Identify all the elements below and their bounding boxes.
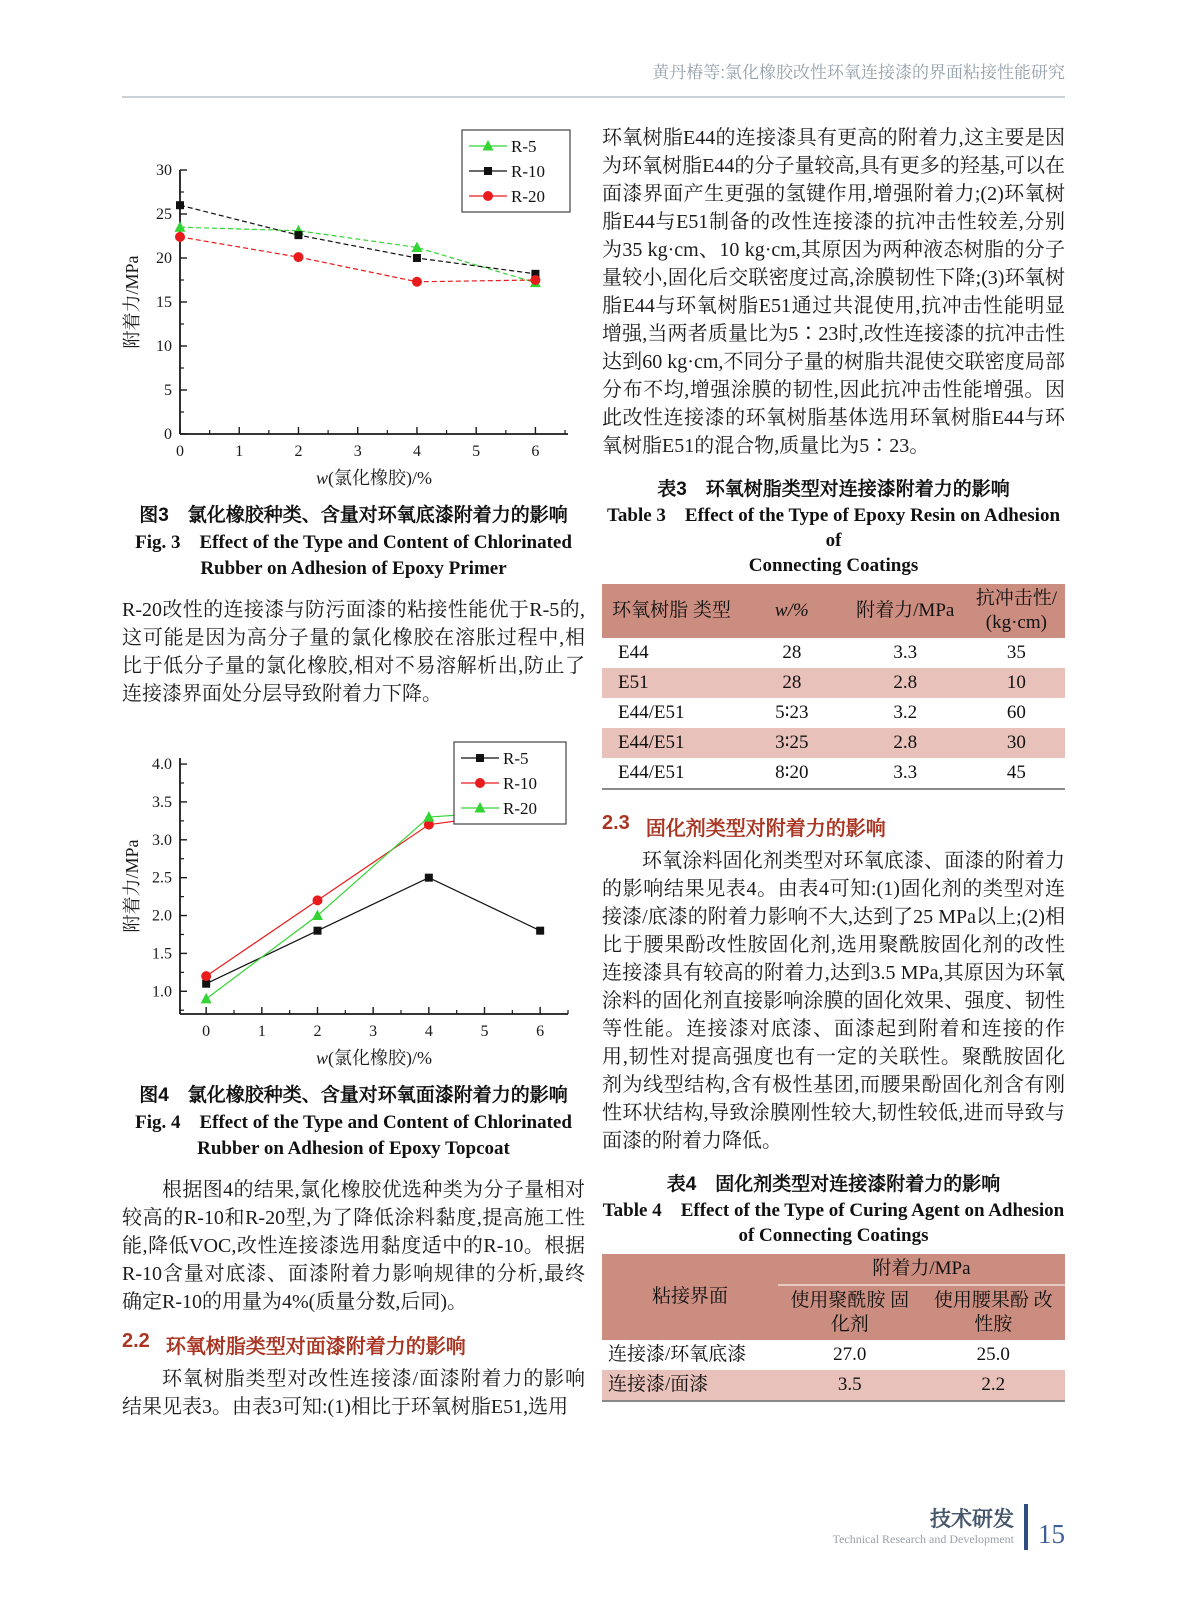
cell: 2.2 xyxy=(981,1374,1006,1395)
section-heading-2-2 xyxy=(122,1330,585,1359)
paragraph-epoxy-type: 环氧树脂类型对改性连接漆/面漆附着力的影响结果见表3。由表3可知:(1)相比于环氧树脂E51,选用 xyxy=(122,1368,585,1418)
svg-text:1.5: 1.5 xyxy=(152,945,172,963)
table3-row xyxy=(602,728,1065,758)
table3-header-resin-type: 环氧树脂 类型 xyxy=(602,584,741,638)
cell: 28 xyxy=(782,672,802,693)
cell: 3∶25 xyxy=(775,732,809,753)
table3-header-w: w/% xyxy=(741,584,843,638)
cell: 45 xyxy=(1006,762,1026,783)
table3-row xyxy=(602,638,1065,668)
fig3-caption-en2: Rubber on Adhesion of Epoxy Primer xyxy=(200,558,507,579)
cell: 35 xyxy=(1006,642,1026,663)
footer-labels xyxy=(833,1508,1014,1547)
cell: 3.3 xyxy=(893,762,918,783)
section-2-2-number: 2.2 xyxy=(122,1330,150,1352)
table3-title-en2: Connecting Coatings xyxy=(748,555,919,576)
svg-text:6: 6 xyxy=(536,1023,545,1040)
table4-row xyxy=(602,1340,1065,1370)
svg-text:20: 20 xyxy=(156,250,172,267)
cell: 25.0 xyxy=(976,1344,1010,1365)
footer-section-cn: 技术研发 xyxy=(930,1507,1014,1531)
cell: 2.8 xyxy=(893,672,918,693)
section-2-3-number: 2.3 xyxy=(602,812,630,834)
section-2-2-title: 环氧树脂类型对面漆附着力的影响 xyxy=(165,1336,466,1358)
table3 xyxy=(602,584,1065,790)
svg-text:5: 5 xyxy=(472,443,481,460)
fig4-line-chart xyxy=(122,728,582,1076)
svg-text:w(氯化橡胶)/%: w(氯化橡胶)/% xyxy=(316,468,432,488)
two-column-layout xyxy=(122,124,1065,1421)
svg-text:5: 5 xyxy=(164,382,172,399)
svg-text:0: 0 xyxy=(176,443,184,460)
cell: E44/E51 xyxy=(618,702,685,723)
section-2-3-title: 固化剂类型对附着力的影响 xyxy=(645,818,886,840)
svg-text:3: 3 xyxy=(369,1023,378,1040)
svg-text:10: 10 xyxy=(156,338,172,355)
table3-row xyxy=(602,668,1065,698)
cell: 5∶23 xyxy=(775,702,809,723)
table3-title-en1: Table 3 Effect of the Type of Epoxy Resin on Adhesion of xyxy=(606,505,1061,551)
fig4-caption-en1: Fig. 4 Effect of the Type and Content of Chlorinated xyxy=(135,1112,572,1133)
svg-text:1: 1 xyxy=(235,443,244,460)
svg-text:1.0: 1.0 xyxy=(152,983,172,1001)
cell: 8∶20 xyxy=(775,762,809,783)
cell: 28 xyxy=(782,642,802,663)
cell: 3.2 xyxy=(893,702,918,723)
svg-text:3: 3 xyxy=(353,443,362,460)
fig3-caption-en1: Fig. 3 Effect of the Type and Content of Chlorinated xyxy=(135,532,572,553)
svg-text:15: 15 xyxy=(156,294,172,311)
paragraph-curing-agent: 环氧涂料固化剂类型对环氧底漆、面漆的附着力的影响结果见表4。由表4可知:(1)固化剂的类型对连接漆/底漆的附着力影响不大,达到了25 MPa以上;(2)相比于腰果酚改性胺固化剂,选用聚酰胺固化剂的改性连接漆具有较高的附着力,达到3.5 MPa,其原因为环氧涂料的固化剂直接影响涂膜的固化效果、强度、韧性等性能。连接漆对底漆、面漆起到附着和连接的作用,韧性对提高强度也有一定的关联性。聚酰胺固化剂为线型结构,含有极性基团,而腰果酚固化剂含有刚性环状结构,导致涂膜刚性较大,韧性较低,进而导致与面漆的附着力降低。 xyxy=(602,850,1065,1152)
table3-header-row xyxy=(602,584,1065,638)
section-heading-2-3 xyxy=(602,812,1065,841)
right-column xyxy=(602,124,1065,1421)
svg-text:R-10: R-10 xyxy=(511,162,545,181)
cell: 10 xyxy=(1006,672,1026,693)
fig3-caption-cn: 图3 氯化橡胶种类、含量对环氧底漆附着力的影响 xyxy=(139,505,568,526)
svg-text:4.0: 4.0 xyxy=(152,756,172,774)
cell: 30 xyxy=(1006,732,1026,753)
table4-row xyxy=(602,1370,1065,1401)
fig4-caption xyxy=(122,1082,585,1162)
fig4-caption-cn: 图4 氯化橡胶种类、含量对环氧面漆附着力的影响 xyxy=(139,1085,568,1106)
svg-text:5: 5 xyxy=(480,1023,489,1040)
paragraph-e44: 环氧树脂E44的连接漆具有更高的附着力,这主要是因为环氧树脂E44的分子量较高,具有更多的羟基,可以在面漆界面产生更强的氢键作用,增强附着力;(2)环氧树脂E44与E51制备的改性连接漆的抗冲击性较差,分别为35 kg·cm、10 kg·cm,其原因为两种液态树脂的分子量较小,固化后交联密度过高,涂膜韧性下降;(3)环氧树脂E44与环氧树脂E51通过共混使用,抗冲击性能明显增强,当两者质量比为5∶23时,改性连接漆的抗冲击性达到60 kg·cm,不同分子量的树脂共混使交联密度局部分布不均,增强涂膜的韧性,因此抗冲击性能增强。因此改性连接漆的环氧树脂基体选用环氧树脂E44与环氧树脂E51的混合物,质量比为5∶23。 xyxy=(602,127,1065,457)
footer-section-en: Technical Research and Development xyxy=(832,1531,1014,1546)
svg-text:6: 6 xyxy=(531,443,540,460)
table4-header-adhesion: 附着力/MPa xyxy=(778,1254,1065,1285)
svg-text:2: 2 xyxy=(313,1023,322,1040)
paragraph-fig4-discussion: 根据图4的结果,氯化橡胶优选种类为分子量相对较高的R-10和R-20型,为了降低涂料黏度,提高施工性能,降低VOC,改性连接漆选用黏度适中的R-10。根据R-10含量对底漆、面漆附着力影响规律的分析,最终确定R-10的用量为4%(质量分数,后同)。 xyxy=(122,1179,585,1313)
svg-text:R-5: R-5 xyxy=(511,137,537,156)
fig3-line-chart xyxy=(122,124,582,496)
cell: 3.5 xyxy=(837,1374,862,1395)
svg-text:4: 4 xyxy=(412,443,421,460)
table3-title xyxy=(602,476,1065,578)
left-column xyxy=(122,124,585,1421)
cell: 2.8 xyxy=(893,732,918,753)
paragraph-r20: R-20改性的连接漆与防污面漆的粘接性能优于R-5的,这可能是因为高分子量的氯化橡胶在溶胀过程中,相比于低分子量的氯化橡胶,相对不易溶解析出,防止了连接漆界面处分层导致附着力下降。 xyxy=(122,599,585,705)
table4 xyxy=(602,1254,1065,1402)
table4-header-row1 xyxy=(602,1254,1065,1285)
cell: 3.3 xyxy=(893,642,918,663)
cell: E44 xyxy=(618,642,649,663)
table3-row xyxy=(602,698,1065,728)
svg-text:3.0: 3.0 xyxy=(152,831,172,849)
svg-text:R-10: R-10 xyxy=(503,774,537,793)
table4-header-cardanol: 使用腰果酚 改性胺 xyxy=(921,1285,1065,1340)
cell: E44/E51 xyxy=(618,762,685,783)
svg-text:附着力/MPa: 附着力/MPa xyxy=(122,255,142,349)
table4-header-interface: 粘接界面 xyxy=(602,1254,778,1340)
page-footer xyxy=(833,1504,1065,1550)
page-number: 15 xyxy=(1038,1519,1065,1549)
table4-title-cn: 表4 固化剂类型对连接漆附着力的影响 xyxy=(666,1174,1001,1195)
svg-text:30: 30 xyxy=(156,162,172,179)
svg-text:2.5: 2.5 xyxy=(152,869,172,887)
table3-header-impact: 抗冲击性/ (kg·cm) xyxy=(968,584,1065,638)
table3-title-cn: 表3 环氧树脂类型对连接漆附着力的影响 xyxy=(657,479,1010,500)
fig3-caption xyxy=(122,502,585,582)
svg-text:2: 2 xyxy=(294,443,303,460)
cell: E44/E51 xyxy=(618,732,685,753)
footer-divider-bar xyxy=(1024,1504,1028,1550)
svg-text:3.5: 3.5 xyxy=(152,793,172,811)
cell: 连接漆/面漆 xyxy=(608,1374,709,1395)
table4-title-en2: of Connecting Coatings xyxy=(738,1225,929,1246)
table3-header-adhesion: 附着力/MPa xyxy=(843,584,968,638)
figure-4 xyxy=(122,728,585,1162)
svg-text:0: 0 xyxy=(202,1023,211,1040)
svg-text:R-5: R-5 xyxy=(503,749,529,768)
table3-row xyxy=(602,758,1065,789)
cell: 60 xyxy=(1006,702,1026,723)
svg-text:R-20: R-20 xyxy=(503,799,537,818)
svg-text:附着力/MPa: 附着力/MPa xyxy=(122,839,142,933)
svg-text:25: 25 xyxy=(156,206,172,223)
running-header xyxy=(122,58,1065,98)
svg-text:0: 0 xyxy=(164,426,172,443)
table4-header-polyamide: 使用聚酰胺 固化剂 xyxy=(778,1285,922,1340)
svg-text:R-20: R-20 xyxy=(511,187,545,206)
table4-title-en1: Table 4 Effect of the Type of Curing Agent on Adhesion xyxy=(602,1200,1065,1221)
cell: 连接漆/环氧底漆 xyxy=(608,1344,747,1365)
running-header-title: 黄丹椿等:氯化橡胶改性环氧连接漆的界面粘接性能研究 xyxy=(652,63,1065,82)
svg-text:4: 4 xyxy=(424,1023,433,1040)
cell: E51 xyxy=(618,672,649,693)
fig4-caption-en2: Rubber on Adhesion of Epoxy Topcoat xyxy=(197,1138,510,1159)
svg-text:2.0: 2.0 xyxy=(152,907,172,925)
svg-text:1: 1 xyxy=(257,1023,266,1040)
figure-3 xyxy=(122,124,585,582)
table4-title xyxy=(602,1171,1065,1248)
svg-text:w(氯化橡胶)/%: w(氯化橡胶)/% xyxy=(316,1048,432,1068)
cell: 27.0 xyxy=(833,1344,867,1365)
